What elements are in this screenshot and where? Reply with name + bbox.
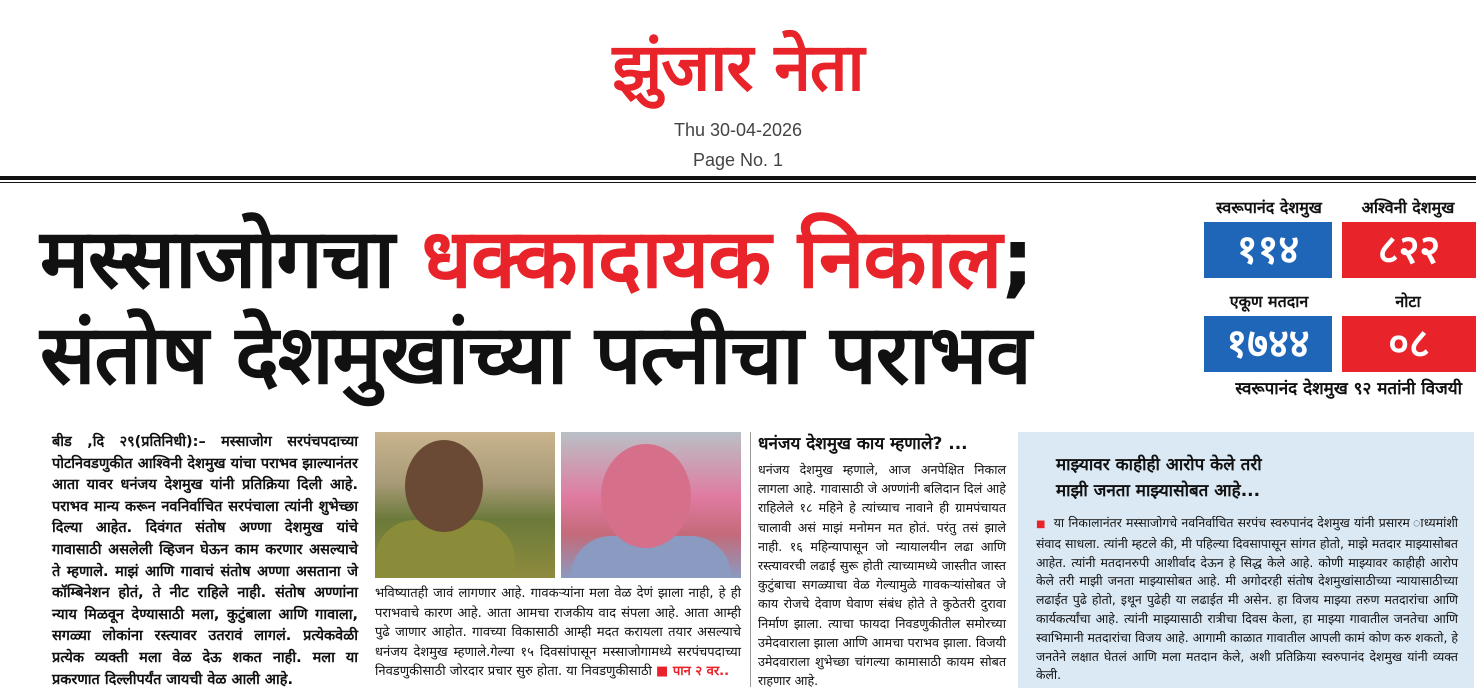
masthead-rule <box>0 176 1476 180</box>
quote-body-text: या निकालानंतर मस्साजोगचे नवनिर्वाचित सरपंच स्वरुपानंद देशमुख यांनी प्रसारम ाध्यमांशी संवाद साधला. त्यांनी म्हटले की, मी पहिल्या दिवसापासून सांगत होतो, माझे मतदार माझ्यासोबत आहेत. त्यांनी मतदानरुपी आशीर्वाद देऊन हे सिद्ध केले आहे. कोणी माझ्यावर काहीही आरोप केले तरी माझी जनता माझ्यासोबत आहे. मी अगोदरही संतोष देशमुखांसाठीच्या न्यायासाठीच्या लढाईत पुढे होतो, इथून पुढेही या लढाईत मी असेन. हा विजय माझ्या तरुण मतदारांचा आणि कार्यकर्त्यांचा आहे. त्यांनी माझ्यासाठी रात्रीचा दिवस केला, हा माझ्या गावातील जनतेचा आणि स्वाभिमानी मतदारांचा विजय आहे. आगामी काळात गावातील आपली कामं कोण करु शकतो, हे जनतेने लक्षात घेतलं आणि मला मतदान केले, अशी प्रतिक्रिया स्वरुपानंद देशमुख यांनी व्यक्त केली. <box>1036 515 1458 683</box>
headline-part-black: मस्साजोगचा <box>40 212 422 307</box>
total-votes-label: एकूण मतदान <box>1229 292 1309 311</box>
results-panel <box>1200 192 1476 412</box>
headline-line-2: संतोष देशमुखांच्या पत्नीचा पराभव <box>40 308 1031 403</box>
winner-caption: स्वरूपानंद देशमुख ९२ मतांनी विजयी <box>1235 379 1462 399</box>
candidate-1-votes: ११४ <box>1204 222 1332 278</box>
masthead <box>0 0 1476 178</box>
main-headline <box>40 212 1190 404</box>
continued-on-page-link[interactable]: ■ पान २ वर.. <box>656 664 730 680</box>
column-3-body: धनंजय देशमुख म्हणाले, आज अनपेक्षित निकाल लागला आहे. गावासाठी जे अण्णांनी बलिदान दिलं आहे राहिलेले १८ महिने हे त्यांच्याच नावाने ही ग्रामपंचायत चालावी असं माझं मनोमन मत होतं. परंतु तसं झाले नाही. १६ महिन्यापासून जो न्यायालयीन लढा आणि रस्त्यावरची लढाई सुरू होती त्याच्यामध्ये जास्तीत जास्त कुटुंबाचा सगळ्याचा वेळ गेल्यामुळे गावकऱ्यांसोबत जे काय रोजचे देवाण घेवाण संबंध होते ते कुठेतरी दुरावा निर्माण झाला. त्याचा फायदा निवडणुकीतील समोरच्या उमेदवाराला झाला आणि आमचा पराभव झाला. विजयी उमेदवाराला शुभेच्छा चांगल्या कामासाठी कायम सोबत राहणार आहे. <box>758 462 1006 689</box>
photo-left-figure-head <box>405 440 483 532</box>
quote-heading-line-1: माझ्यावर काहीही आरोप केले तरी <box>1056 455 1262 475</box>
column-3-heading: धनंजय देशमुख काय म्हणाले? ... <box>758 434 968 454</box>
article-body-1: बीड ,दि २९(प्रतिनिधी):– मस्साजोग सरपंचपदाच्या पोटनिवडणुकीत आश्विनी देशमुख यांचा पराभव झाल्यानंतर आता यावर धनंजय देशमुख यांनी प्रतिक्रिया दिली आहे. पराभव मान्य करून नवनिर्वाचित सरपंचाला त्यांनी शुभेच्छा दिल्या आहेत. दिवंगत संतोष अण्णा देशमुख यांचे गावासाठी असलेली व्हिजन घेऊन काम करणार असल्याचे ते म्हणाले. माझं आणि गावाचं संतोष अण्णा असताना जे कॉम्बिनेशन होतं, ते नीट राहिले नाही. संतोष अण्णांना न्याय मिळवून देण्यासाठी मला, कुटुंबाला आणि गावाला, सगळ्या लोकांना रस्त्यावर उतरावं लागलं. प्रत्येकवेळी प्रत्येक व्यक्ती मला वेळ देऊ शकत नाही. मला या प्रकरणात दिल्लीपर्यंत जायची वेळ आली आहे. <box>52 434 358 688</box>
photo-dhananjay-deshmukh <box>375 432 555 578</box>
photo-right-figure-head <box>601 444 691 548</box>
article-column-3 <box>758 432 1006 690</box>
article-column-1 <box>52 432 358 690</box>
news-photos <box>375 432 741 578</box>
candidate-1-label: स्वरूपानंद देशमुख <box>1216 198 1322 217</box>
page-number: Page No. 1 <box>692 150 784 170</box>
photo-winner <box>561 432 741 578</box>
nota-votes-value: ०८ <box>1342 316 1476 372</box>
article-column-2 <box>375 584 741 682</box>
article-body-2: भविष्यातही जावं लागणार आहे. गावकऱ्यांना मला वेळ देणं झाला नाही, हे ही पराभवाचे कारण आहे. आता आमचा राजकीय वाद संपला आहे. आता आम्ही पुढे जाणार आहोत. गावच्या विकासाठी आम्ही मदत करायला तयार असल्याचे धनंजय देशमुख म्हणाले.गेल्या १५ दिवसांपासून मस्साजोगामध्ये सरपंचपदाच्या निवडणुकीसाठी जोरदार प्रचार सुरु होता. या निवडणुकीसाठी <box>375 586 741 680</box>
edition-date: Thu 30-04-2026 <box>673 120 803 140</box>
masthead-rule-thin <box>0 182 1476 183</box>
quote-box <box>1018 432 1474 688</box>
candidate-2-label: अश्विनी देशमुख <box>1361 198 1455 217</box>
candidate-2-votes: ८२२ <box>1342 222 1476 278</box>
red-square-bullet-icon: ■ <box>1036 519 1046 530</box>
headline-semicolon: ; <box>1001 212 1034 307</box>
quote-heading-line-2: माझी जनता माझ्यासोबत आहे... <box>1056 481 1261 501</box>
nota-label: नोटा <box>1395 292 1421 311</box>
headline-part-red: धक्कादायक निकाल <box>421 212 1002 307</box>
quote-body <box>1036 514 1458 685</box>
total-votes-value: १७४४ <box>1204 316 1332 372</box>
newspaper-logo[interactable]: झुंजार नेता <box>612 29 864 106</box>
headline-line-1 <box>40 212 1190 308</box>
column-divider <box>750 432 751 687</box>
